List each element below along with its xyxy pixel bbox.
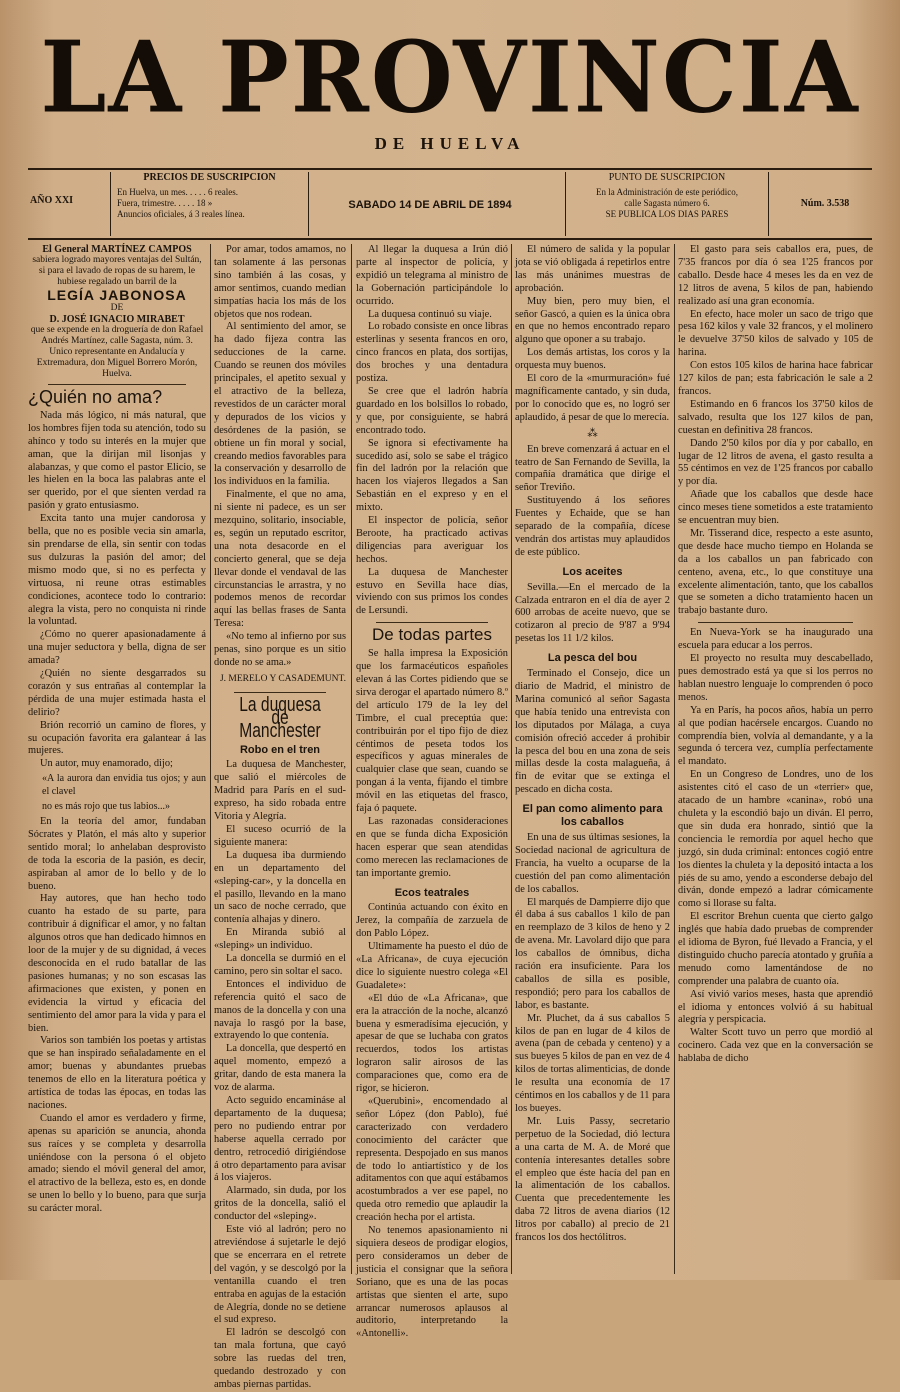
separator: [48, 384, 186, 385]
asterism-separator: ⁂: [587, 427, 598, 439]
paragraph: Ya en París, ha pocos años, había un perro al que podían hacérsele encargos. Cuando no comprendía bien, volvía al demandante, y a la segunda ó tercera vez, cumplía perfectamente el mandato.: [678, 704, 873, 768]
article-title: La duquesa de Manchester: [239, 693, 321, 742]
separator: [698, 622, 853, 623]
column-divider: [351, 244, 352, 1274]
ad-brand: LEGÍA JABONOSA: [47, 287, 187, 303]
paragraph: Excita tanto una mujer candorosa y bella, que no es posible vecia sin amarla, sin prendarse de ella, sin sentir con todas sus dulzuras la pasión del amor; del mismo modo que, si no es perfecta y virtuosa, ni reune otras estimables condiciones, acontece todo lo contrario: alegra la vista, pero no conquista ni rinde la voluntad.: [28, 513, 206, 628]
paragraph: Alarmado, sin duda, por los gritos de la doncella, salió el conductor del «sleping».: [214, 1185, 346, 1223]
point-line: calle Sagasta número 6.: [624, 198, 710, 208]
column-divider: [210, 244, 211, 1274]
separator: [376, 622, 488, 623]
prices-title: PRECIOS DE SUSCRIPCION: [143, 172, 276, 183]
paragraph: El suceso ocurrió de la siguiente manera:: [214, 823, 346, 848]
paragraph: Brión recorrió un camino de flores, y su ocupación favorita era galantear á las mujeres.: [28, 719, 206, 757]
paragraph: No tenemos apasionamiento ni siquiera deseos de prodigar elogios, pero consideramos un deber de justicia el consignar que la señora Soriano, que es una de las pocas artistas que sienten el arte, supo arrancar numerosos aplausos al auditorio, interpretando la «Antonelli».: [356, 1225, 508, 1340]
column-2: [214, 244, 346, 1390]
price-line: Fuera, trimestre. . . . . 18 »: [117, 198, 213, 208]
point-title: PUNTO DE SUSCRIPCION: [608, 172, 726, 183]
ad-name: D. JOSÉ IGNACIO MIRABET: [49, 314, 185, 325]
header-rule-top: [28, 168, 872, 170]
paragraph: Añade que los caballos que desde hace cinco meses tiene sometidos a este tratamiento se encuentran muy bien.: [678, 489, 873, 527]
paragraph: Las razonadas consideraciones en que se funda dicha Exposición hacen esperar que sean atendidas como merecen las reclamaciones de tan importante gremio.: [356, 815, 508, 879]
paragraph: En un Congreso de Londres, uno de los asistentes citó el caso de un «terrier» que, atacado de un hambre «canina», robó una chuleta y la escondió bajo un diván. El perro, que sin duda era honrado, sintió que la conciencia le remordía por aquel hecho que juzgó, sin duda criminal: entonces cogió entre los dientes la chuleta y la depositó intacta a los piés de su amo, yendo a esconderse debajo del diván, donde empezó a ladrar cómicamente como si llorase su falta.: [678, 769, 873, 910]
issue-number: Núm. 3.538: [800, 198, 850, 209]
paragraph: Lo robado consiste en once libras esterlinas y sesenta francos en oro, cinco francos en plata, dos sortijas, dos broches y una dentadura postiza.: [356, 321, 508, 385]
paragraph: La duquesa iba durmiendo en un departamento del «sleping-car», y la doncella en el pasillo, llevando en la mano un saco de noche cerrado, que contenía alhajas y dinero.: [214, 849, 346, 926]
ad-headline: El General MARTÍNEZ CAMPOS: [42, 244, 192, 255]
paragraph: ¿Quién no siente desgarrados su corazón y sus entrañas al contemplar la pérdida de una mujer estimada hasta el delirio?: [28, 668, 206, 718]
paragraph: Así vivió varios meses, hasta que aprendió el idioma y entonces volvió á su habitual alegría y perspicacia.: [678, 988, 873, 1026]
paragraph: En efecto, hace moler un saco de trigo que pesa 162 kilos y vale 32 francos, y el molinero le devuelve 37'50 kilos de salvado y 105 de harina.: [678, 308, 873, 359]
paragraph: El proyecto no resulta muy descabellado, pues demostrado está ya que si los perros no hablan nuestro lenguaje lo comprenden ó poco menos.: [678, 653, 873, 703]
paragraph: Entonces el individuo de referencia quitó el saco de manos de la doncella y con una navaja lo rasgó por la base, extrayendo lo que contenía.: [214, 978, 346, 1042]
article-title: El pan como alimento para los caballos: [522, 803, 663, 829]
paragraph: La duquesa de Manchester, que salió el miércoles de Madrid para París en el sud-expreso, ha sido robada entre Vitoria y Alegría.: [214, 759, 346, 823]
paragraph: Se halla impresa la Exposición que los farmacéuticos españoles elevan á las Cortes pidiendo que se sirva derogar el apartado número 8.º del artículo 179 de la ley del Timbre, el cual preceptúa que: contribuirán por el tipo fijo de diez céntimos de peseta todos los específicos y aguas minerales de cualquier clase que sean, cuando se pongan á la venta, fijando el timbre móvil en las etiquetas del frasco, faja ó paquete.: [356, 648, 508, 815]
paragraph: Terminado el Consejo, dice un diario de Madrid, el ministro de Marina comunicó al señor Sagasta que había tenido una entrevista con los diputados por Málaga, a cuya comisión ofreció acceder á prohibir la pesca del bou en una zona de seis millas desde la costa malagueña, á fin de evitar que se extinga el pescado en dicha costa.: [515, 668, 670, 796]
column-divider: [674, 244, 675, 1274]
paragraph: Por amar, todos amamos, no tan solamente á las personas sino también á las cosas, y amor sentimos, cuando median simpatías hacia los más de los objetos que nos rodean.: [214, 244, 346, 320]
verse: no es más rojo que tus labios...»: [42, 801, 171, 813]
paragraph: El coro de la «murmuración» fué magníficamente cantado, y sin duda, por lo conocido que es, no logró ser aplaudido, á pesar de que lo merecía.: [515, 373, 670, 423]
paragraph: Muy bien, pero muy bien, el señor Gascó, a quien es la única obra en que no hemos encontrado reparo alguno que oponer a su trabajo.: [515, 295, 670, 346]
paragraph: El marqués de Dampierre dijo que él daba á sus caballos 1 kilo de pan en reemplazo de 3 kilos de heno y 2 de avena. Mr. Lavolard dijo que para los caballos de ómnibus, dicha ración era insuficiente. Para los caballos de silla es posible, respondió; pero para los caballos de labor, es bastante.: [515, 896, 670, 1011]
paragraph: Mr. Pluchet, da á sus caballos 5 kilos de pan en lugar de 4 kilos de avena (pan de cebada y centeno) y a sus bueyes 5 kilos de pan en vez de 4 kilos de tortas alimenticias, de donde le resulta una economía de 17 céntimos en los caballos y de 11 para los bueyes.: [515, 1012, 670, 1114]
paragraph: La doncella, que despertó en aquel momento, empezó a gritar, dando de esta manera la voz de alarma.: [214, 1043, 346, 1094]
verse: «A la aurora dan envidia tus ojos; y aun el clavel: [42, 773, 206, 798]
paragraph: La doncella se durmió en el camino, pero sin soltar el saco.: [214, 953, 346, 977]
paragraph: Sustituyendo á los señores Fuentes y Echaide, que se han separado de la compañía, dícese vendrán dos artistas muy aplaudidos de este público.: [515, 495, 670, 558]
paragraph: En una de sus últimas sesiones, la Sociedad nacional de agricultura de Francia, ha vuelto a ocuparse de la cuestión del pan como alimentación de los caballos.: [515, 831, 670, 895]
ad-text: Unico representante en Andalucía y Extremadura, don Miguel Borrero Morón, Huelva.: [36, 347, 198, 379]
paragraph: Hay autores, que han hecho todo cuanto ha estado de su parte, para contribuir á dignificar el amor, y no faltan algunos otros que han dedicado himnos en loor de la mujer y de su dignidad, á veces desconocida en el rudo batallar de las pasiones humanas; y no son escasas las afirmaciones que existen, y ponen en evidencia la virtud y eficacia del sentimiento del amor para la vida y para el bien.: [28, 893, 206, 1034]
article-subtitle: Robo en el tren: [239, 743, 321, 756]
paragraph: Cuando el amor es verdadero y firme, apenas su aparición se anuncia, ahonda sus raíces y se completa y desarrolla uniéndose con la persona ó el objeto amado; siendo el móvil general del amor, el atractivo de la belleza, esto es, en donde se unen lo bello y lo bueno, para que surja su carácter moral.: [28, 1112, 206, 1215]
paragraph: Se cree que el ladrón habría guardado en los bolsillos lo robado, y que, por consiguiente, se habrá encontrado todo.: [356, 385, 508, 436]
paragraph: La duquesa continuó su viaje.: [368, 308, 492, 320]
subscription-point: [565, 172, 769, 236]
column-5: [678, 244, 873, 1274]
paragraph: Mr. Luis Passy, secretario perpetuo de la Sociedad, dió lectura a una carta de M. A. de Moré que contenía interesantes detalles sobre el empleo que éste hacía del pan en la alimentación de los caballos. Cuenta que precedentemente les daba 72 litros de avena diarios (12 litros por caballo) al precio de 21 francos los dos hectólitros.: [515, 1115, 670, 1244]
price-line: Anuncios oficiales, á 3 reales línea.: [117, 209, 245, 219]
price-line: En Huelva, un mes. . . . . 6 reales.: [117, 187, 238, 197]
paragraph: En Nueva-York se ha inaugurado una escuela para educar a los perros.: [678, 627, 873, 652]
paragraph: Dando 2'50 kilos por día y por caballo, en lugar de 12 litros de avena, el gasto resulta a 55 céntimos en vez de 1'25 francos por caballo y por día.: [678, 437, 873, 488]
paragraph: Continúa actuando con éxito en Jerez, la compañía de zarzuela de don Pablo López.: [356, 902, 508, 940]
column-3: [356, 244, 508, 1340]
subscription-prices: [110, 172, 309, 236]
paragraph: Acto seguido encamináse al departamento de la duquesa; pero no pudiendo entrar por haberse aquella cerrado por dentro, retrocedió dirigiéndose á otro departamento para avisar á los viajeros.: [214, 1095, 346, 1184]
issue-year: AÑO XXI: [30, 195, 74, 206]
quote: «No temo al infierno por sus penas, sino porque es un sitio donde no se ama.»: [214, 631, 346, 668]
column-4: [515, 244, 670, 1274]
paragraph: En la teoría del amor, fundaban Sócrates y Platón, el más alto y superior sentido moral; lo anhelaban desprovisto de toda la escoria de la pasión, es decir, aspiraban al amor de lo bello y de lo bueno.: [28, 816, 206, 892]
column-1: [28, 244, 206, 1274]
paragraph: El inspector de policía, señor Beroote, ha practicado activas diligencias para averiguar los hechos.: [356, 515, 508, 565]
ad-text: sabiera logrado mayores ventajas del Sultán, si para el lavado de ropas de su harem, le hubiese regalado un barril de la: [32, 255, 202, 287]
paragraph: Con estos 105 kilos de harina hace fabricar 127 kilos de pan; esta fabricación le sale a 2 francos.: [678, 360, 873, 397]
point-line: SE PUBLICA LOS DIAS PARES: [605, 209, 729, 219]
paragraph: Ultimamente ha puesto el dúo de «La Africana», de cuya ejecución dice lo siguiente nuestro colega «El Guadalete»:: [356, 941, 508, 991]
column-divider: [511, 244, 512, 1274]
paragraph: «El dúo de «La Africana», que era la atracción de la noche, alcanzó buena y esmeradísima ejecución, y apesar de que se luchaba con gratos recuerdos, todos los artistas lograron salir airosos de las comparaciones que, como era de rigor, se hicieron.: [356, 992, 508, 1095]
author-signature: J. MERELO Y CASADEMUNT.: [219, 673, 346, 684]
article-title: La pesca del bou: [547, 652, 638, 665]
paragraph: ¿Cómo no querer apasionadamente á una mujer seductora y bella, digna de ser amada?: [28, 629, 206, 667]
paragraph: Nada más lógico, ni más natural, que los hombres fijen toda su atención, todo su ahínco y todo su interés en la mujer que aman, que la dirijan mil lisonjas y alabanzas, y que como el pastor Elicio, se les hielen en la boca las palabras ante el ser querido, por el que sienten verdad ra pasión y grato entusiasmo.: [28, 409, 206, 512]
paragraph: La duquesa de Manchester estuvo en Sevilla hace días, viviendo con sus primos los condes de Lersundi.: [356, 566, 508, 617]
article-title: Ecos teatrales: [394, 886, 470, 899]
paragraph: Este vió al ladrón; pero no atreviéndose á sujetarle le dejó que se encerrara en el retrete del vagón, y se descolgó por la ventanilla cuando el tren entraba en agujas de la estación de Alegría, donde no se detiene el sud expreso.: [214, 1224, 346, 1326]
paragraph: Al sentimiento del amor, se ha dado fijeza contra las seducciones de la carne. Cuando se reunen dos móviles principales, el apetito sexual y el atractivo de la belleza, revestidos de un carácter moral y depurados de los vicios y desórdenes de la pasión, se obtiene un fin moral y social, creando medios favorables para la conservación y desarrollo de los individuos en la familia.: [214, 321, 346, 488]
paragraph: «Querubini», encomendado al señor López (don Pablo), fué caracterizado con verdadero conocimiento del carácter que representa. Despojado en sus manos de todo lo antiartístico y de los aditamentos con que aquí estábamos acostumbrados a ver ese papel, no queda otro remedio que aplaudir la creación hecha por el artista.: [356, 1096, 508, 1224]
paragraph: El gasto para seis caballos era, pues, de 7'35 francos por día ó sea 1'25 francos por caballo. Desde hace 4 meses les da en vez de 12 litros de avena, 5 kilos de pan, habiendo realizado así una gran economía.: [678, 244, 873, 307]
paragraph: Se ignora si efectivamente ha sucedido así, solo se sabe el trágico fin del ladrón por la relación que hacen los viajeros llegados a San Sebastián en el expreso y en el mixto.: [356, 437, 508, 514]
section-title: De todas partes: [371, 625, 492, 645]
issue-date: SABADO 14 DE ABRIL DE 1894: [348, 199, 512, 211]
paragraph: Los demás artistas, los coros y la orquesta muy buenos.: [515, 347, 670, 372]
point-line: En la Administración de este periódico,: [596, 187, 738, 197]
paragraph: Estimando en 6 francos los 37'50 kilos de salvado, resulta que los 127 kilos de pan, cuestan en definitiva 28 francos.: [678, 398, 873, 436]
paragraph: El escritor Brehun cuenta que cierto galgo inglés que había dado pruebas de comprender el idioma de Byron, fué llevado a Francia, y el distinguido chucho parecía atontado y gruñía a menudo como lamentándose de no comprender una palabra de cuanto oía.: [678, 911, 873, 987]
paragraph: En breve comenzará á actuar en el teatro de San Fernando de Sevilla, la compañía dramática que dirige el señor Treviño.: [515, 443, 670, 494]
paragraph: Walter Scott tuvo un perro que mordió al cocinero. Cada vez que en la conversación se hablaba de dicho: [678, 1027, 873, 1065]
masthead-title: LA PROVINCIA: [40, 20, 860, 136]
ad-text: DE: [110, 303, 124, 313]
paragraph: Al llegar la duquesa a Irún dió parte al inspector de policía, y expidió un telegrama al ministro de la Gobernación participándole lo ocurrido.: [356, 244, 508, 307]
advertisement: [28, 244, 206, 380]
masthead-subtitle: DE HUELVA: [374, 134, 526, 153]
article-title: Los aceites: [562, 565, 623, 578]
paragraph: Varios son también los poetas y artistas que se han inspirado señaladamente en el amor; buenas y abundantes pruebas tenemos de ello en la literatura poética y artística de todas las épocas, en todas las naciones.: [28, 1035, 206, 1111]
paragraph: Sevilla.—En el mercado de la Calzada entraron en el día de ayer 2 600 arrobas de aceite nuevo, que se cotizaron al precio de 9'87 a 9'94 pesetas los 11 1/2 kilos.: [515, 581, 670, 645]
separator: [234, 692, 326, 693]
paragraph: Mr. Tisserand dice, respecto a este asunto, que desde hace mucho tiempo en Holanda se da a los caballos un pan fabricado con centeno, avena, etc., lo que constituye una excelente alimentación, tanto, que los caballos que se someten a dicho tratamiento hacen un trabajo bastante duro.: [678, 527, 873, 617]
article-title: ¿Quién no ama?: [28, 387, 163, 407]
paragraph: Un autor, muy enamorado, dijo;: [40, 758, 173, 770]
paragraph: El número de salida y la popular jota se vió obligada á repetirlos entre las más unánimes muestras de aprobación.: [515, 244, 670, 294]
paragraph: En Miranda subió al «sleping» un individuo.: [214, 927, 346, 952]
ad-text: que se expende en la droguería de don Rafael Andrés Martínez, calle Sagasta, núm. 3.: [30, 325, 204, 346]
paragraph: Finalmente, el que no ama, ni siente ni padece, es un ser mezquino, solitario, insociable, es, según un reputado escritor, una nota desacorde en el concierto general, que se deja llevar donde el vendaval de las circunstancias le arrastra, y no podemos menos de recordar aquí las bellas frases de Santa Teresa:: [214, 489, 346, 630]
paragraph: El ladrón se descolgó con tan mala fortuna, que cayó sobre las ruedas del tren, quedando destrozado y con ambas piernas partidas.: [214, 1327, 346, 1390]
